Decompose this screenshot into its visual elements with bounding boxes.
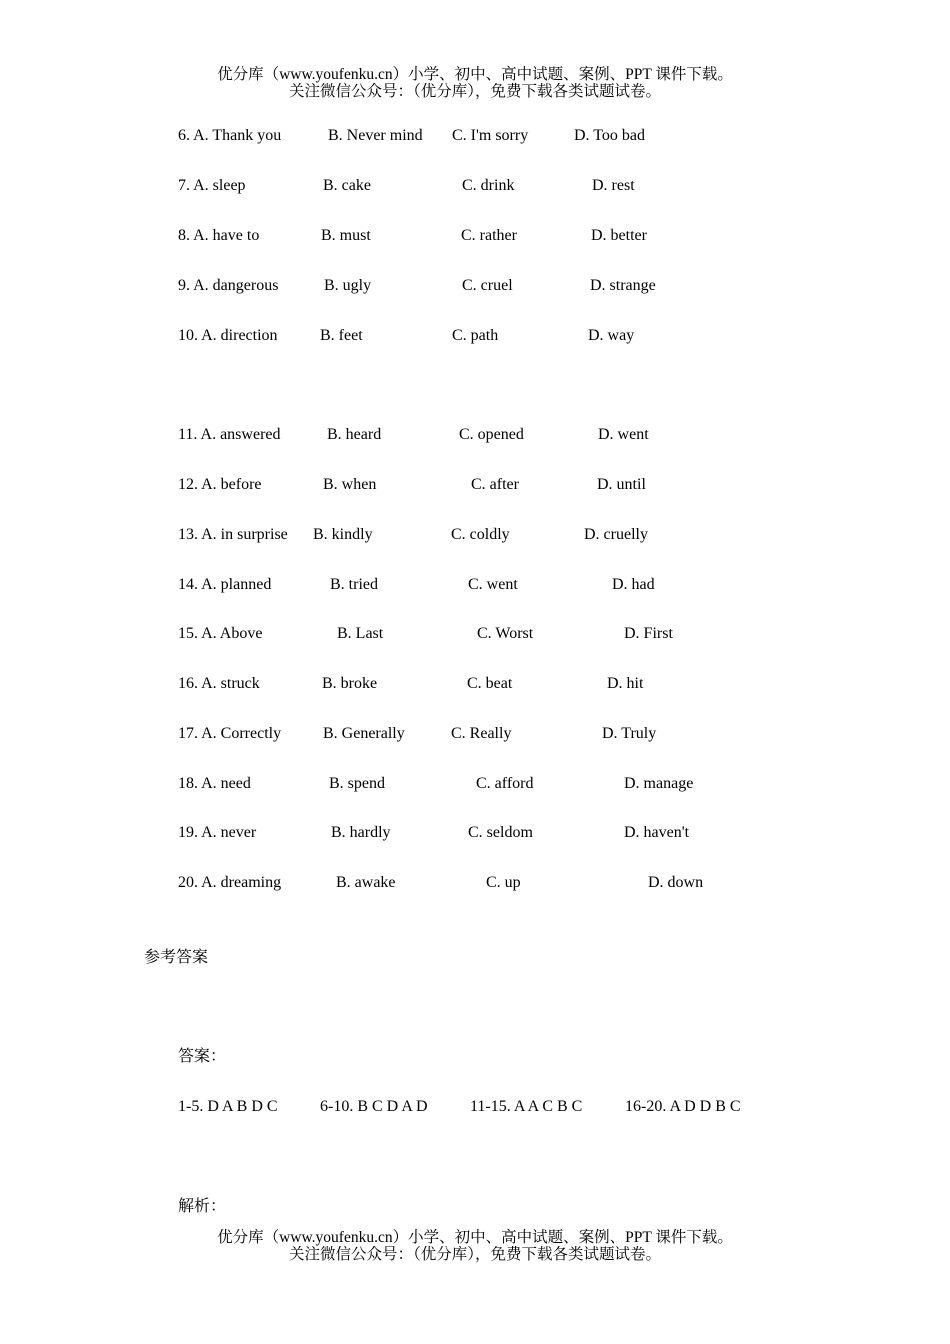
answer-group: 16-20. A D D B C xyxy=(625,1098,741,1115)
option-c: C. seldom xyxy=(468,824,533,841)
option-c: C. Worst xyxy=(477,625,534,642)
option-c: C. path xyxy=(452,327,499,344)
option-c: C. Really xyxy=(451,725,512,742)
option-d: D. until xyxy=(597,476,646,493)
option-a: 7. A. sleep xyxy=(178,177,246,194)
option-b: B. broke xyxy=(322,675,378,692)
option-d: D. better xyxy=(591,227,647,244)
option-c: C. opened xyxy=(459,426,524,443)
analysis-label: 解析： xyxy=(178,1198,227,1215)
option-a: 20. A. dreaming xyxy=(178,874,282,891)
option-d: D. down xyxy=(648,874,704,891)
option-c: C. drink xyxy=(462,177,515,194)
option-d: D. manage xyxy=(624,775,694,792)
option-a: 17. A. Correctly xyxy=(178,725,282,742)
option-d: D. rest xyxy=(592,177,635,194)
option-a: 16. A. struck xyxy=(178,675,260,692)
option-b: B. ugly xyxy=(324,277,372,294)
option-c: C. cruel xyxy=(462,277,513,294)
option-b: B. awake xyxy=(336,874,396,891)
option-d: D. cruelly xyxy=(584,526,648,543)
footer-line-1: 优分库（www.youfenku.cn）小学、初中、高中试题、案例、PPT 课件下载。 xyxy=(217,1229,733,1246)
option-a: 13. A. in surprise xyxy=(178,526,288,543)
option-d: D. way xyxy=(588,327,635,344)
option-d: D. strange xyxy=(590,277,656,294)
option-a: 11. A. answered xyxy=(178,426,281,443)
page-header xyxy=(0,66,950,100)
answer-group: 1-5. D A B D C xyxy=(178,1098,278,1115)
option-d: D. Too bad xyxy=(574,127,646,144)
reference-answer-heading: 参考答案 xyxy=(144,949,209,966)
header-line-2: 关注微信公众号：（优分库），免费下载各类试题试卷。 xyxy=(288,83,661,100)
option-c: C. went xyxy=(468,576,518,593)
option-b: B. Never mind xyxy=(328,127,423,144)
option-a: 15. A. Above xyxy=(178,625,263,642)
option-b: B. Last xyxy=(337,625,384,642)
option-a: 8. A. have to xyxy=(178,227,260,244)
option-b: B. tried xyxy=(330,576,378,593)
option-b: B. spend xyxy=(329,775,385,792)
answer-group: 11-15. A A C B C xyxy=(470,1098,583,1115)
option-a: 6. A. Thank you xyxy=(178,127,282,144)
option-a: 9. A. dangerous xyxy=(178,277,279,294)
answer-label: 答案： xyxy=(178,1048,227,1065)
answer-group: 6-10. B C D A D xyxy=(320,1098,428,1115)
option-d: D. haven't xyxy=(624,824,690,841)
option-c: C. coldly xyxy=(451,526,510,543)
option-b: B. cake xyxy=(323,177,371,194)
option-c: C. rather xyxy=(461,227,517,244)
option-a: 18. A. need xyxy=(178,775,251,792)
option-d: D. went xyxy=(598,426,649,443)
option-c: C. beat xyxy=(467,675,513,692)
option-b: B. Generally xyxy=(323,725,405,742)
option-b: B. hardly xyxy=(331,824,391,841)
option-a: 19. A. never xyxy=(178,824,257,841)
option-a: 12. A. before xyxy=(178,476,262,493)
option-c: C. I'm sorry xyxy=(452,127,529,144)
option-b: B. feet xyxy=(320,327,363,344)
option-c: C. afford xyxy=(476,775,534,792)
option-b: B. must xyxy=(321,227,371,244)
option-c: C. after xyxy=(471,476,519,493)
option-b: B. kindly xyxy=(313,526,373,543)
option-d: D. First xyxy=(624,625,673,642)
header-line-1: 优分库（www.youfenku.cn）小学、初中、高中试题、案例、PPT 课件下载。 xyxy=(217,66,733,83)
option-d: D. hit xyxy=(607,675,644,692)
option-c: C. up xyxy=(486,874,521,891)
option-b: B. heard xyxy=(327,426,382,443)
option-b: B. when xyxy=(323,476,377,493)
option-d: D. had xyxy=(612,576,655,593)
footer-line-2: 关注微信公众号：（优分库），免费下载各类试题试卷。 xyxy=(288,1246,661,1263)
page-footer xyxy=(0,1229,950,1263)
option-a: 10. A. direction xyxy=(178,327,278,344)
option-d: D. Truly xyxy=(602,725,657,742)
option-a: 14. A. planned xyxy=(178,576,272,593)
